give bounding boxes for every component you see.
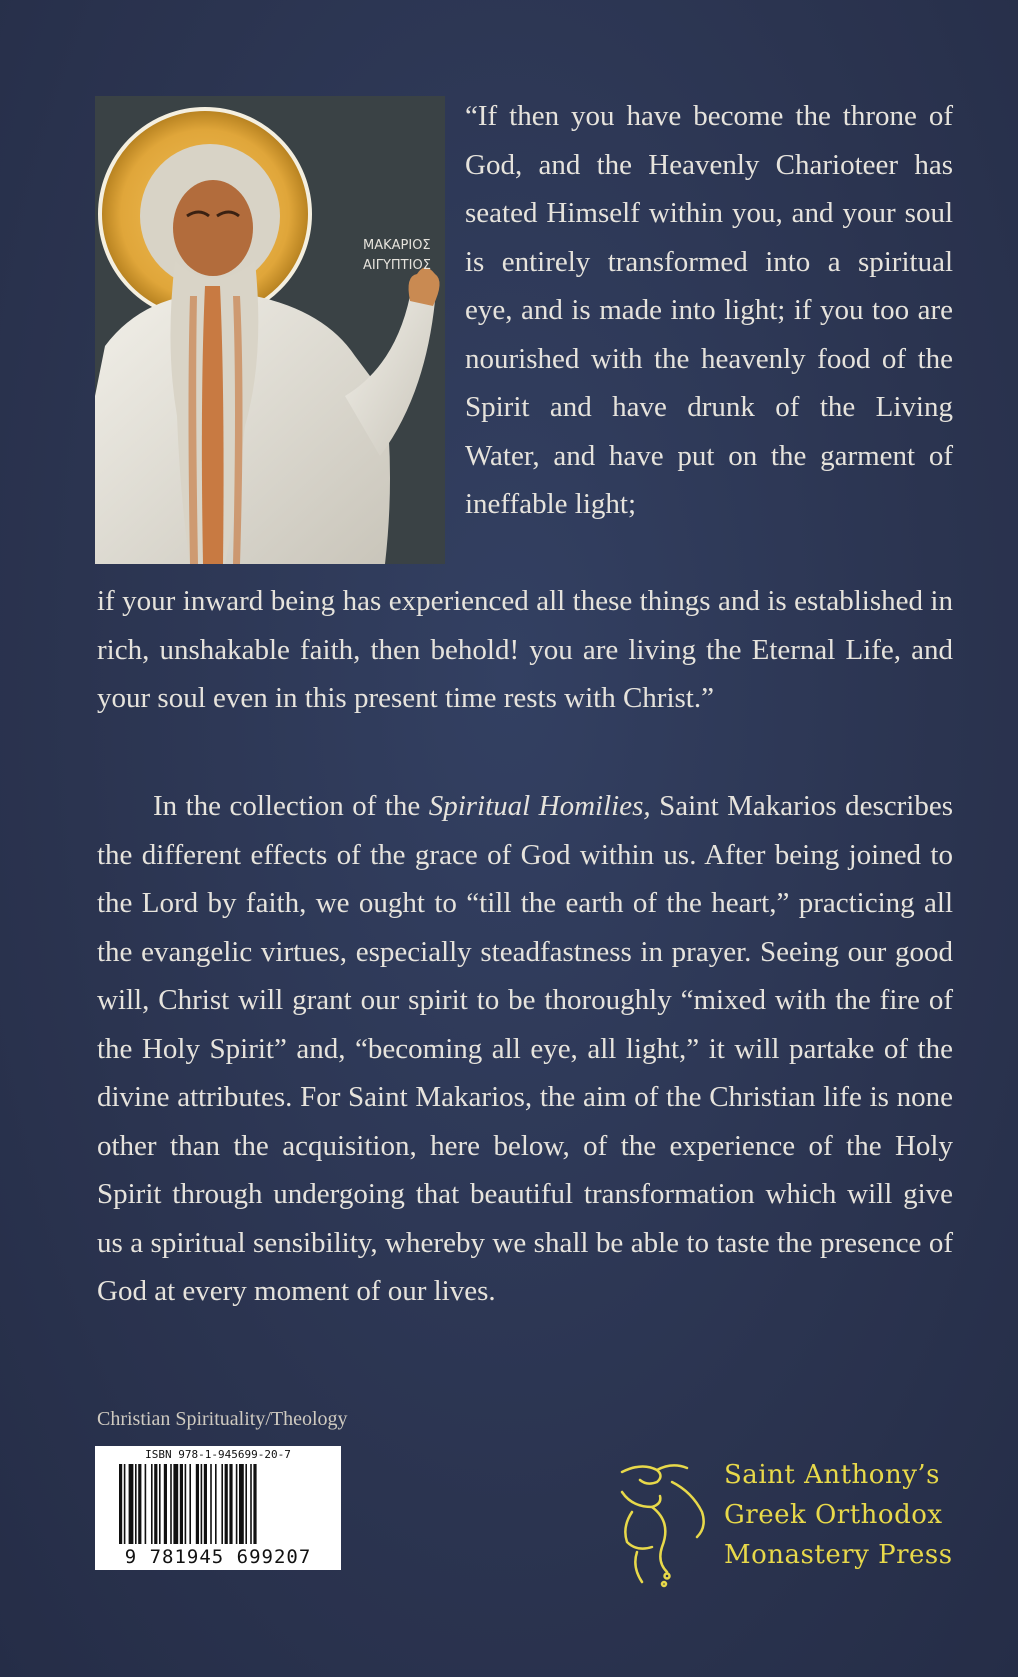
praying-hands-logo-icon xyxy=(602,1452,722,1592)
quote-beside-image: “If then you have become the throne of God, and the Heavenly Charioteer has seated Himself within you, and your soul is entirely transformed into a spiritual eye, and is made into light; if you too are nourished with the heavenly food of the Spirit and have drunk of the Living Water, and have put on the garment of ineffable light; xyxy=(465,100,953,520)
isbn-text: ISBN 978-1-945699-20-7 xyxy=(145,1448,291,1461)
quote-continuation: if your inward being has experienced all these things and is established in rich, unshakable faith, then behold! you are living the Eternal Life, and your soul even in this present time rests with Christ.” xyxy=(97,585,953,714)
book-title: Spiritual Homilies, xyxy=(428,790,651,822)
description-paragraph xyxy=(97,782,953,1316)
icon-painting xyxy=(95,96,445,564)
barcode-bars xyxy=(119,1464,319,1544)
barcode-digits: 9 781945 699207 xyxy=(124,1546,312,1568)
isbn-barcode xyxy=(95,1446,341,1570)
category-label: Christian Spirituality/Theology xyxy=(97,1408,348,1430)
publisher-line2: Greek Orthodox xyxy=(724,1500,943,1530)
saint-makarios-icon-image xyxy=(95,96,445,564)
publisher-name xyxy=(724,1455,953,1575)
publisher-line3: Monastery Press xyxy=(724,1540,953,1570)
publisher-line1: Saint Anthony’s xyxy=(724,1460,940,1490)
description-intro: In the collection of the xyxy=(153,790,429,822)
description-body: Saint Makarios describes the different effects of the grace of God within us. After being joined to the Lord by faith, we ought to “till the earth of the heart,” practicing all the evangelic virtues, especially steadfastness in prayer. Seeing our good will, Christ will grant our spirit to be thoroughly “mixed with the fire of the Holy Spirit” and, “becoming all eye, all light,” it will partake of the divine attributes. For Saint Makarios, the aim of the Christian life is none other than the acquisition, here below, of the experience of the Holy Spirit through undergoing that beautiful transformation which will give us a spiritual sensibility, whereby we shall be able to taste the presence of God at every moment of our lives. xyxy=(97,790,954,1307)
icon-inscription-line2: ΑΙΓΥΠΤΙΟΣ xyxy=(363,258,431,273)
icon-inscription-line1: ΜΑΚΑΡΙΟΣ xyxy=(363,238,431,253)
